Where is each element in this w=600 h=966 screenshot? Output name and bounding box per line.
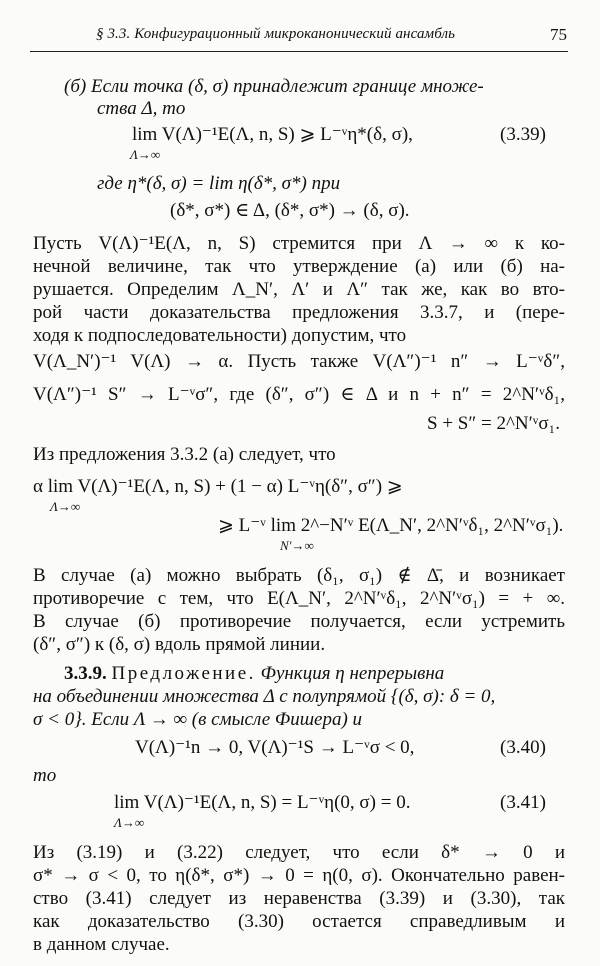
text-line: Из предложения 3.3.2 (а) следует, что	[33, 444, 336, 465]
text-line: σ < 0}. Если Λ → ∞ (в смысле Фишера) и	[33, 709, 363, 730]
equation-number: (3.39)	[500, 124, 546, 145]
formula-line: ⩾ L⁻ᵛ lim 2^−N′ᵛ E(Λ_N′, 2^N′ᵛδ₁, 2^N′ᵛσ₁).	[218, 515, 564, 536]
page-number: 75	[550, 25, 567, 44]
text-line: рой части доказательства предложения 3.3.7, и (пере-	[33, 302, 565, 323]
text-line: Из (3.19) и (3.22) следует, что если δ* → 0 и	[33, 842, 565, 863]
proposition-text: Функция η непрерывна	[260, 663, 445, 684]
text-line: в данном случае.	[33, 934, 170, 955]
text-line: противоречие с тем, что E(Λ_N′, 2^N′ᵛδ₁, 2^N′ᵛσ₁) = + ∞.	[33, 588, 565, 609]
formula-line: S + S″ = 2^N′ᵛσ₁.	[427, 413, 560, 434]
text-line: ства Δ, то	[97, 98, 186, 119]
limit-subscript: Λ→∞	[114, 815, 145, 830]
equation-number: (3.41)	[500, 792, 546, 813]
equation-3-39: lim V(Λ)⁻¹E(Λ, n, S) ⩾ L⁻ᵛη*(δ, σ),	[132, 124, 413, 145]
text-line: (δ″, σ″) к (δ, σ) вдоль прямой линии.	[33, 634, 326, 655]
text-line: нечной величине, так что утверждение (а) или (б) на-	[33, 256, 565, 277]
proposition-number: 3.3.9.	[64, 663, 107, 684]
text-line: В случае (б) противоречие получается, если устремить	[33, 611, 565, 632]
text-line: (δ*, σ*) ∈ Δ, (δ*, σ*) → (δ, σ).	[170, 200, 410, 221]
text-line: на объединении множества Δ с полупрямой {(δ, σ): δ = 0,	[33, 686, 496, 707]
text-line: как доказательство (3.30) остается справедливым и	[33, 911, 565, 932]
equation-3-41: lim V(Λ)⁻¹E(Λ, n, S) = L⁻ᵛη(0, σ) = 0.	[114, 792, 411, 813]
text-line: где η*(δ, σ) = lim η(δ*, σ*) при	[97, 173, 341, 194]
text-line: рушается. Определим Λ_N′, Λ′ и Λ″ так же, как во вто-	[33, 279, 565, 300]
limit-subscript: N′→∞	[280, 538, 314, 553]
page-header	[0, 26, 600, 56]
limit-subscript: Λ→∞	[130, 147, 161, 162]
limit-subscript: Λ→∞	[50, 499, 81, 514]
proposition-word: Предложение.	[111, 663, 256, 684]
equation-3-40: V(Λ)⁻¹n → 0, V(Λ)⁻¹S → L⁻ᵛσ < 0,	[135, 737, 415, 758]
formula-line: V(Λ_N′)⁻¹ V(Λ) → α. Пусть также V(Λ″)⁻¹ n″ → L⁻ᵛδ″,	[33, 351, 565, 372]
running-head: § 3.3. Конфигурационный микроканонический ансамбль	[96, 26, 456, 42]
header-rule	[30, 51, 568, 52]
proposition-heading	[64, 663, 444, 685]
text-line: ходя к подпоследовательности) допустим, что	[33, 325, 407, 346]
text-line: Пусть V(Λ)⁻¹E(Λ, n, S) стремится при Λ → ∞ к ко-	[33, 233, 565, 254]
formula-line: α lim V(Λ)⁻¹E(Λ, n, S) + (1 − α) L⁻ᵛη(δ″, σ″) ⩾	[33, 476, 403, 497]
text-line: ство (3.41) следует из неравенства (3.39) и (3.30), так	[33, 888, 565, 909]
text-line: В случае (а) можно выбрать (δ₁, σ₁) ∉ Δ̄, и возникает	[33, 565, 565, 586]
text-line: то	[33, 765, 57, 786]
formula-line: V(Λ″)⁻¹ S″ → L⁻ᵛσ″, где (δ″, σ″) ∈ Δ и n + n″ = 2^N′ᵛδ₁,	[33, 384, 565, 405]
text-line: σ* → σ < 0, то η(δ*, σ*) → 0 = η(0, σ). Окончательно равен-	[33, 865, 565, 886]
equation-number: (3.40)	[500, 737, 546, 758]
text-line: (б) Если точка (δ, σ) принадлежит границе множе-	[64, 76, 484, 97]
